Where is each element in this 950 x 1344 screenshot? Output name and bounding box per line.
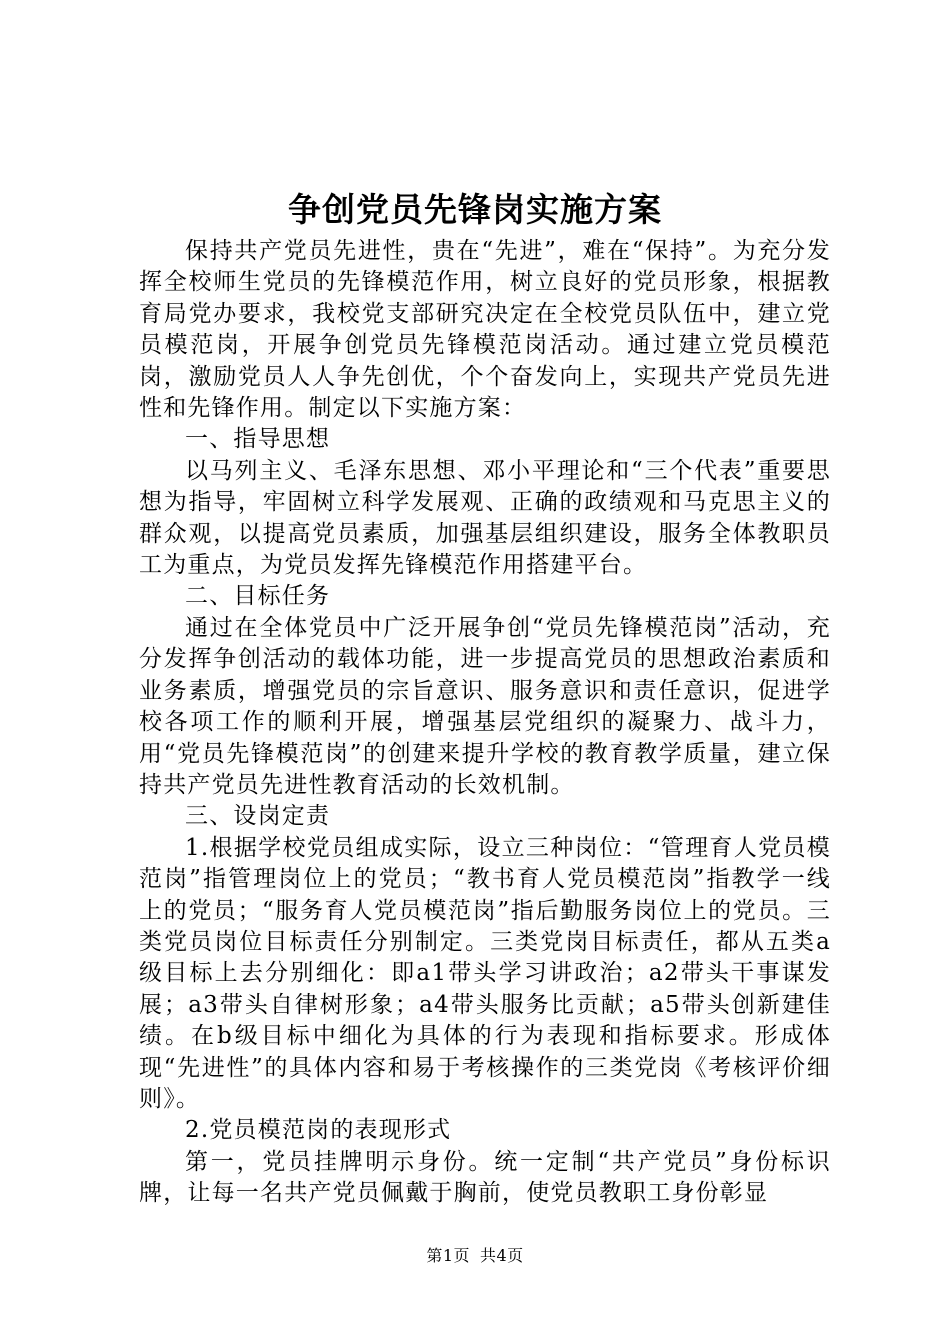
- page-footer: [0, 1243, 950, 1266]
- page-number: 第1页: [426, 1246, 470, 1265]
- page-total: 共4页: [480, 1246, 524, 1265]
- posts-subheading-2: 2.党员模范岗的表现形式: [185, 1117, 452, 1144]
- section-heading-guiding-ideology: 一、指导思想: [185, 426, 331, 453]
- document-title: 争创党员先锋岗实施方案: [288, 190, 662, 229]
- guiding-ideology-paragraph: 以马列主义、毛泽东思想、邓小平理论和“三个代表”重要思想为指导，牢固树立科学发展观、正确的政绩观和马克思主义的群众观，以提高党员素质，加强基层组织建设，服务全体教职员工为重点，为党员发挥先锋模范作用搭建平台。: [139, 457, 831, 579]
- posts-paragraph-first: 第一，党员挂牌明示身份。统一定制“共产党员”身份标识牌，让每一名共产党员佩戴于胸前，使党员教职工身份彰显: [139, 1148, 831, 1207]
- intro-paragraph: 保持共产党员先进性，贵在“先进”，难在“保持”。为充分发挥全校师生党员的先锋模范作用，树立良好的党员形象，根据教育局党办要求，我校党支部研究决定在全校党员队伍中，建立党员模范岗，开展争创党员先锋模范岗活动。通过建立党员模范岗，激励党员人人争先创优，个个奋发向上，实现共产党员先进性和先锋作用。制定以下实施方案：: [139, 238, 831, 422]
- posts-paragraph-1: 1.根据学校党员组成实际，设立三种岗位：“管理育人党员模范岗”指管理岗位上的党员；“教书育人党员模范岗”指教学一线上的党员；“服务育人党员模范岗”指后勤服务岗位上的党员。三类党员岗位目标责任分别制定。三类党岗目标责任，都从五类a级目标上去分别细化：即a1带头学习讲政治；a2带头干事谋发展；a3带头自律树形象；a4带头服务比贡献；a5带头创新建佳绩。在b级目标中细化为具体的行为表现和指标要求。形成体现“先进性”的具体内容和易于考核操作的三类党岗《考核评价细则》。: [139, 834, 831, 1112]
- section-heading-goals: 二、目标任务: [185, 583, 331, 610]
- section-heading-posts: 三、设岗定责: [185, 803, 331, 830]
- document-body: [139, 236, 831, 1210]
- goals-paragraph: 通过在全体党员中广泛开展争创“党员先锋模范岗”活动，充分发挥争创活动的载体功能，进一步提高党员的思想政治素质和业务素质，增强党员的宗旨意识、服务意识和责任意识，促进学校各项工作的顺利开展，增强基层党组织的凝聚力、战斗力，用“党员先锋模范岗”的创建来提升学校的教育教学质量，建立保持共产党员先进性教育活动的长效机制。: [139, 614, 831, 798]
